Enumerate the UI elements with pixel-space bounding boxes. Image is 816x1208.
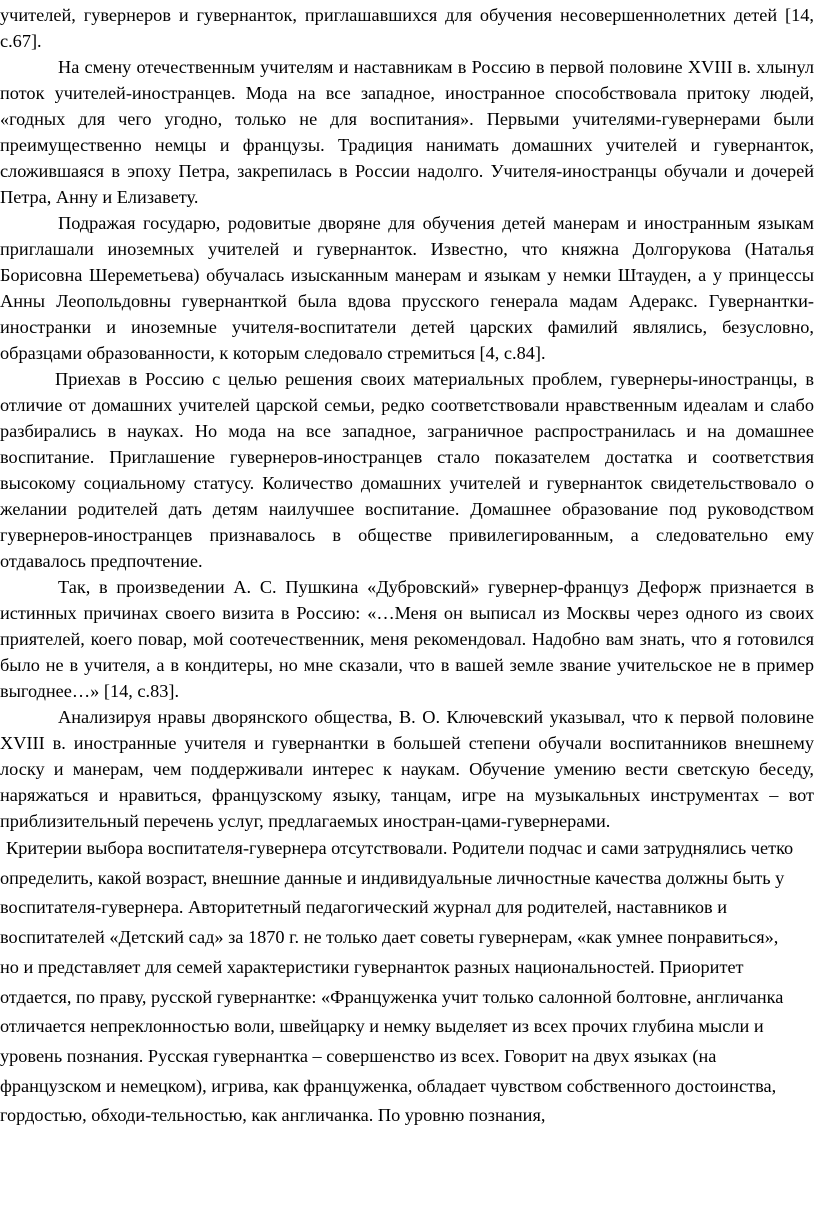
paragraph-foreign-teachers: На смену отечественным учителям и наставникам в Россию в первой половине XVIII в. хлынул поток учителей-иностранцев. Мода на все западное, иностранное способствовала притоку людей, «годных для чего угодно, только не для воспитания». Первыми учителями-гувернерами были преимущественно немцы и французы. Традиция нанимать домашних учителей и гувернанток, сложившаяся в эпоху Петра, закрепилась в России надолго. Учителя-иностранцы обучали и дочерей Петра, Анну и Елизавету. bbox=[0, 57, 814, 207]
document-body bbox=[0, 2, 814, 834]
paragraph-nobility: Подражая государю, родовитые дворяне для обучения детей манерам и иностранным языкам приглашали иноземных учителей и гувернанток. Известно, что княжна Долгорукова (Наталья Борисовна Шереметьева) обучалась изысканным манерам и языкам у немки Штауден, а у принцессы Анны Леопольдовны гувернанткой была вдова прусского генерала мадам Адеракс. Гувернантки-иностранки и иноземные учителя-воспитатели детей царских фамилий являлись, безусловно, образцами образованности, к которым следовало стремиться [4, с.84]. bbox=[0, 213, 814, 363]
paragraph-klyuchevsky: Анализируя нравы дворянского общества, В. О. Ключевский указывал, что к первой половине XVIII в. иностранные учителя и гувернантки в большей степени обучали воспитанников внешнему лоску и манерам, чем поддерживали интерес к наукам. Обучение умению вести светскую беседу, наряжаться и нравиться, французскому языку, танцам, игре на музыкальных инструментах – вот приблизительный перечень услуг, предлагаемых иностран-цами-гувернерами. bbox=[0, 707, 814, 831]
paragraph-selection-criteria: Критерии выбора воспитателя-гувернера отсутствовали. Родители подчас и сами затруднялись четко определить, какой возраст, внешние данные и индивидуальные личностные качества должны быть у воспитателя-гувернера. Авторитетный педагогический журнал для родителей, наставников и воспитателей «Детский сад» за 1870 г. не только дает советы гувернерам, «как умнее понравиться», но и представляет для семей характеристики гувернанток разных национальностей. Приоритет отдается, по праву, русской гувернантке: «Француженка учит только салонной болтовне, англичанка отличается непреклонностью воли, швейцарку и немку выделяет из всех прочих глубина мысли и уровень познания. Русская гувернантка – совершенство из всех. Говорит на двух языках (на французском и немецком), игрива, как француженка, обладает чувством собственного достоинства, гордостью, обходи-тельностью, как англичанка. По уровню познания, bbox=[0, 838, 794, 1126]
paragraph-continuation: учителей, гувернеров и гувернанток, приглашавшихся для обучения несовершеннолетних детей [14, с.67]. bbox=[0, 5, 814, 51]
paragraph-pushkin-quote: Так, в произведении А. С. Пушкина «Дубровский» гувернер-француз Дефорж признается в истинных причинах своего визита в Россию: «…Меня он выписал из Москвы через одного из своих приятелей, коего повар, мой соотечественник, меня рекомендовал. Надобно вам знать, что я готовился было не в учителя, а в кондитеры, но мне сказали, что в вашей земле звание учительское не в пример выгоднее…» [14, с.83]. bbox=[0, 577, 814, 701]
paragraph-foreign-governors: Приехав в Россию с целью решения своих материальных проблем, гувернеры-иностранцы, в отличие от домашних учителей царской семьи, редко соответствовали нравственным идеалам и слабо разбирались в науках. Но мода на все западное, заграничное распространилась и на домашнее воспитание. Приглашение гувернеров-иностранцев стало показателем достатка и соответствия высокому социальному статусу. Количество домашних учителей и гувернанток свидетельствовало о желании родителей дать детям наилучшее воспитание. Домашнее образование под руководством гувернеров-иностранцев признавалось в обществе привилегированным, а следовательно ему отдавалось предпочтение. bbox=[0, 369, 814, 571]
